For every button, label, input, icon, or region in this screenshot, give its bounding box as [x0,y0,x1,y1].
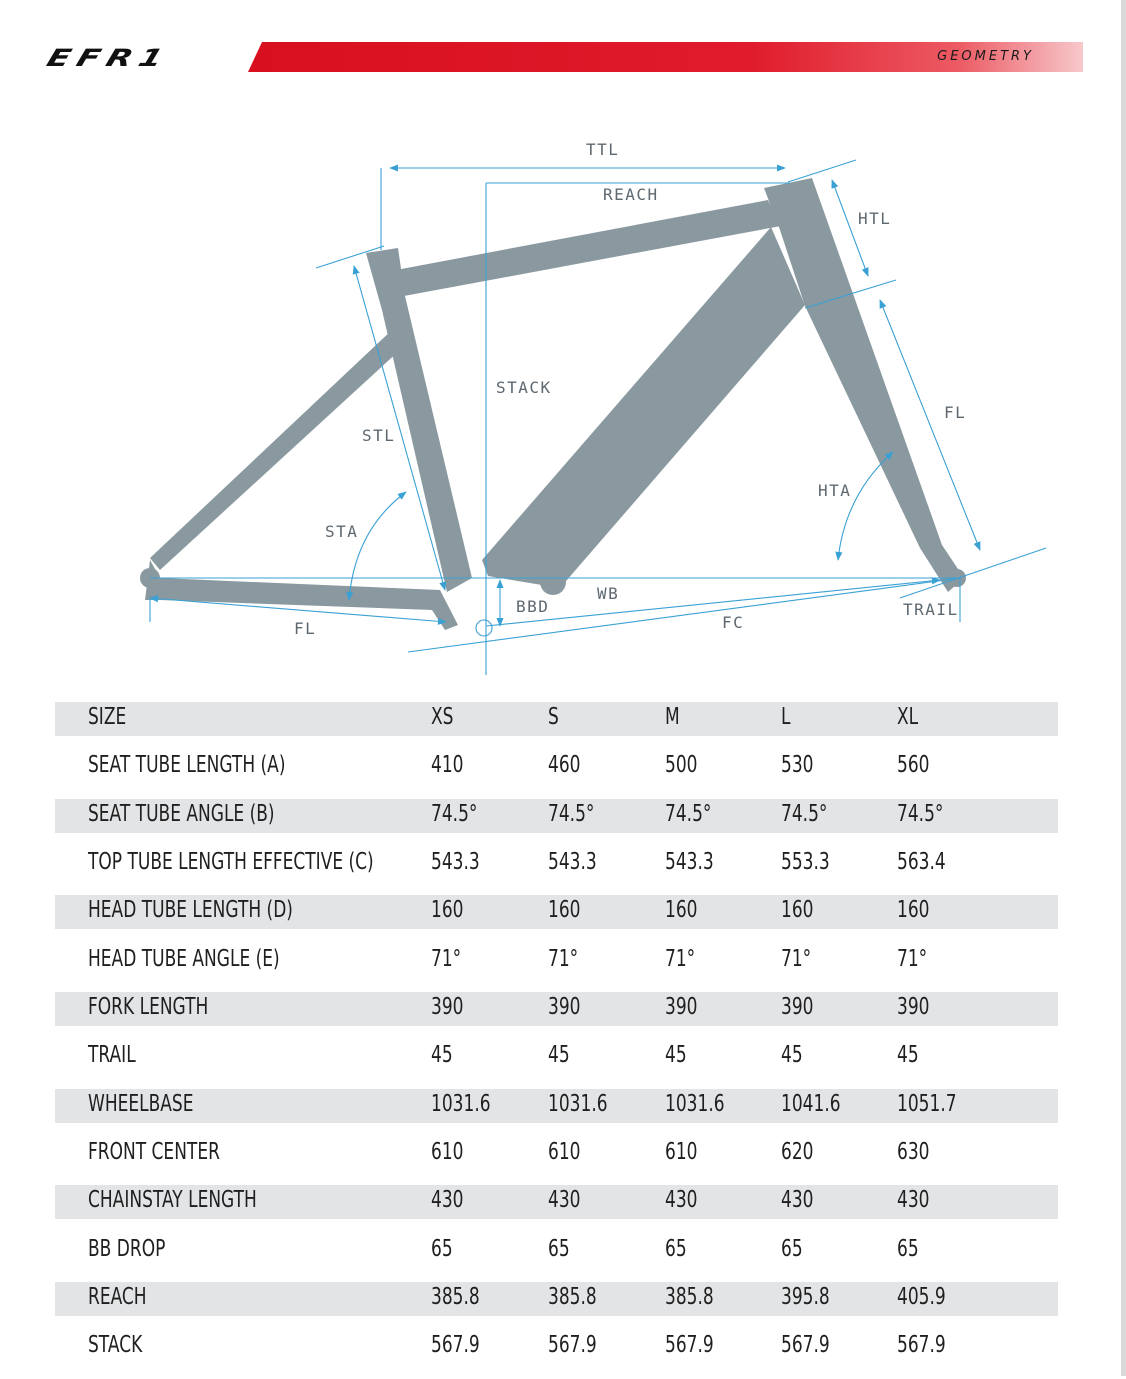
table-row [55,799,1058,833]
table-cell: 610 [431,1139,464,1166]
seat-tube [366,248,472,592]
row-label: HEAD TUBE LENGTH (D) [88,897,293,924]
header [0,36,1126,76]
row-label: TRAIL [88,1042,136,1069]
table-cell: 160 [897,897,930,924]
label-hta: HTA [818,481,852,500]
label-htl: HTL [858,209,892,228]
table-cell: 567.9 [897,1332,946,1359]
table-cell: 390 [548,994,581,1021]
row-label: WHEELBASE [88,1090,194,1117]
table-cell: 567.9 [431,1332,480,1359]
label-ttl: TTL [586,140,620,159]
table-cell: 71° [665,945,696,972]
table-cell: 385.8 [548,1284,597,1311]
geometry-diagram [0,130,1126,690]
label-bbd: BBD [516,597,550,616]
row-label: TOP TUBE LENGTH EFFECTIVE (C) [88,849,374,876]
table-cell: 390 [781,994,814,1021]
table-cell: 74.5° [665,800,712,827]
table-cell: 553.3 [781,849,830,876]
table-row [55,750,1058,784]
table-row [55,1137,1058,1171]
table-cell: 160 [548,897,581,924]
table-cell: 1041.6 [781,1090,841,1117]
table-cell: 460 [548,752,581,779]
table-cell: 45 [897,1042,919,1069]
table-cell: 395.8 [781,1284,830,1311]
label-fc: FC [722,613,745,632]
table-cell: 620 [781,1139,814,1166]
table-row [55,992,1058,1026]
table-cell: 74.5° [781,800,828,827]
table-cell: 543.3 [665,849,714,876]
label-stack: STACK [496,378,552,397]
table-cell: 45 [548,1042,570,1069]
table-cell: 65 [548,1235,570,1262]
table-cell: 1051.7 [897,1090,957,1117]
table-cell: 385.8 [431,1284,480,1311]
row-label: REACH [88,1284,147,1311]
label-reach: REACH [603,185,659,204]
table-cell: 160 [431,897,464,924]
row-label: SEAT TUBE LENGTH (A) [88,752,286,779]
table-row [55,895,1058,929]
table-cell: 430 [781,1187,814,1214]
table-cell: 71° [897,945,928,972]
table-cell: 160 [781,897,814,924]
table-cell: 160 [665,897,698,924]
table-cell: 430 [548,1187,581,1214]
table-cell: 385.8 [665,1284,714,1311]
header-size: SIZE [88,704,127,730]
header-size-col: XS [431,704,454,730]
row-label: CHAINSTAY LENGTH [88,1187,257,1214]
label-trail: TRAIL [903,600,959,619]
bike-frame [140,178,966,630]
table-row [55,847,1058,881]
seat-stay [150,330,400,570]
table-cell: 1031.6 [431,1090,491,1117]
table-cell: 405.9 [897,1284,946,1311]
model-logo: EFR1 [43,43,175,72]
table-cell: 430 [431,1187,464,1214]
table-cell: 74.5° [431,800,478,827]
label-sta: STA [325,522,359,541]
table-row [55,1185,1058,1219]
table-cell: 65 [665,1235,687,1262]
head-tube-and-fork [764,178,967,592]
table-cell: 630 [897,1139,930,1166]
table-cell: 567.9 [665,1332,714,1359]
label-fl-rear: FL [294,619,317,638]
table-cell: 65 [781,1235,803,1262]
table-cell: 74.5° [897,800,944,827]
table-cell: 563.4 [897,849,946,876]
section-title: GEOMETRY [937,49,1034,64]
table-cell: 390 [665,994,698,1021]
header-size-col: M [665,704,680,730]
label-wb: WB [597,584,620,603]
header-size-col: S [548,704,559,730]
label-fl-front: FL [944,403,967,422]
table-cell: 430 [665,1187,698,1214]
row-label: HEAD TUBE ANGLE (E) [88,945,280,972]
table-cell: 45 [781,1042,803,1069]
table-cell: 1031.6 [548,1090,608,1117]
table-cell: 74.5° [548,800,595,827]
table-cell: 430 [897,1187,930,1214]
down-tube [482,227,805,588]
table-cell: 1031.6 [665,1090,725,1117]
table-cell: 610 [665,1139,698,1166]
row-label: FORK LENGTH [88,994,209,1021]
table-cell: 530 [781,752,814,779]
table-cell: 45 [665,1042,687,1069]
label-stl: STL [362,426,396,445]
row-label: BB DROP [88,1235,166,1262]
table-header-row [55,702,1058,736]
table-cell: 560 [897,752,930,779]
table-cell: 65 [431,1235,453,1262]
row-label: STACK [88,1332,143,1359]
table-cell: 71° [431,945,462,972]
table-cell: 45 [431,1042,453,1069]
table-cell: 71° [548,945,579,972]
table-cell: 65 [897,1235,919,1262]
header-size-col: L [781,704,791,730]
header-size-col: XL [897,704,919,730]
table-row [55,1089,1058,1123]
table-cell: 410 [431,752,464,779]
row-label: FRONT CENTER [88,1139,220,1166]
table-cell: 71° [781,945,812,972]
row-label: SEAT TUBE ANGLE (B) [88,800,275,827]
table-cell: 567.9 [548,1332,597,1359]
table-cell: 390 [897,994,930,1021]
motor-mount [540,569,566,595]
geometry-table [55,702,1058,1379]
table-cell: 543.3 [548,849,597,876]
table-row [55,1282,1058,1316]
table-row [55,1234,1058,1268]
top-tube [396,200,781,296]
table-row [55,944,1058,978]
table-cell: 610 [548,1139,581,1166]
table-cell: 500 [665,752,698,779]
table-cell: 390 [431,994,464,1021]
table-row [55,1330,1058,1364]
table-cell: 567.9 [781,1332,830,1359]
table-row [55,1040,1058,1074]
table-cell: 543.3 [431,849,480,876]
